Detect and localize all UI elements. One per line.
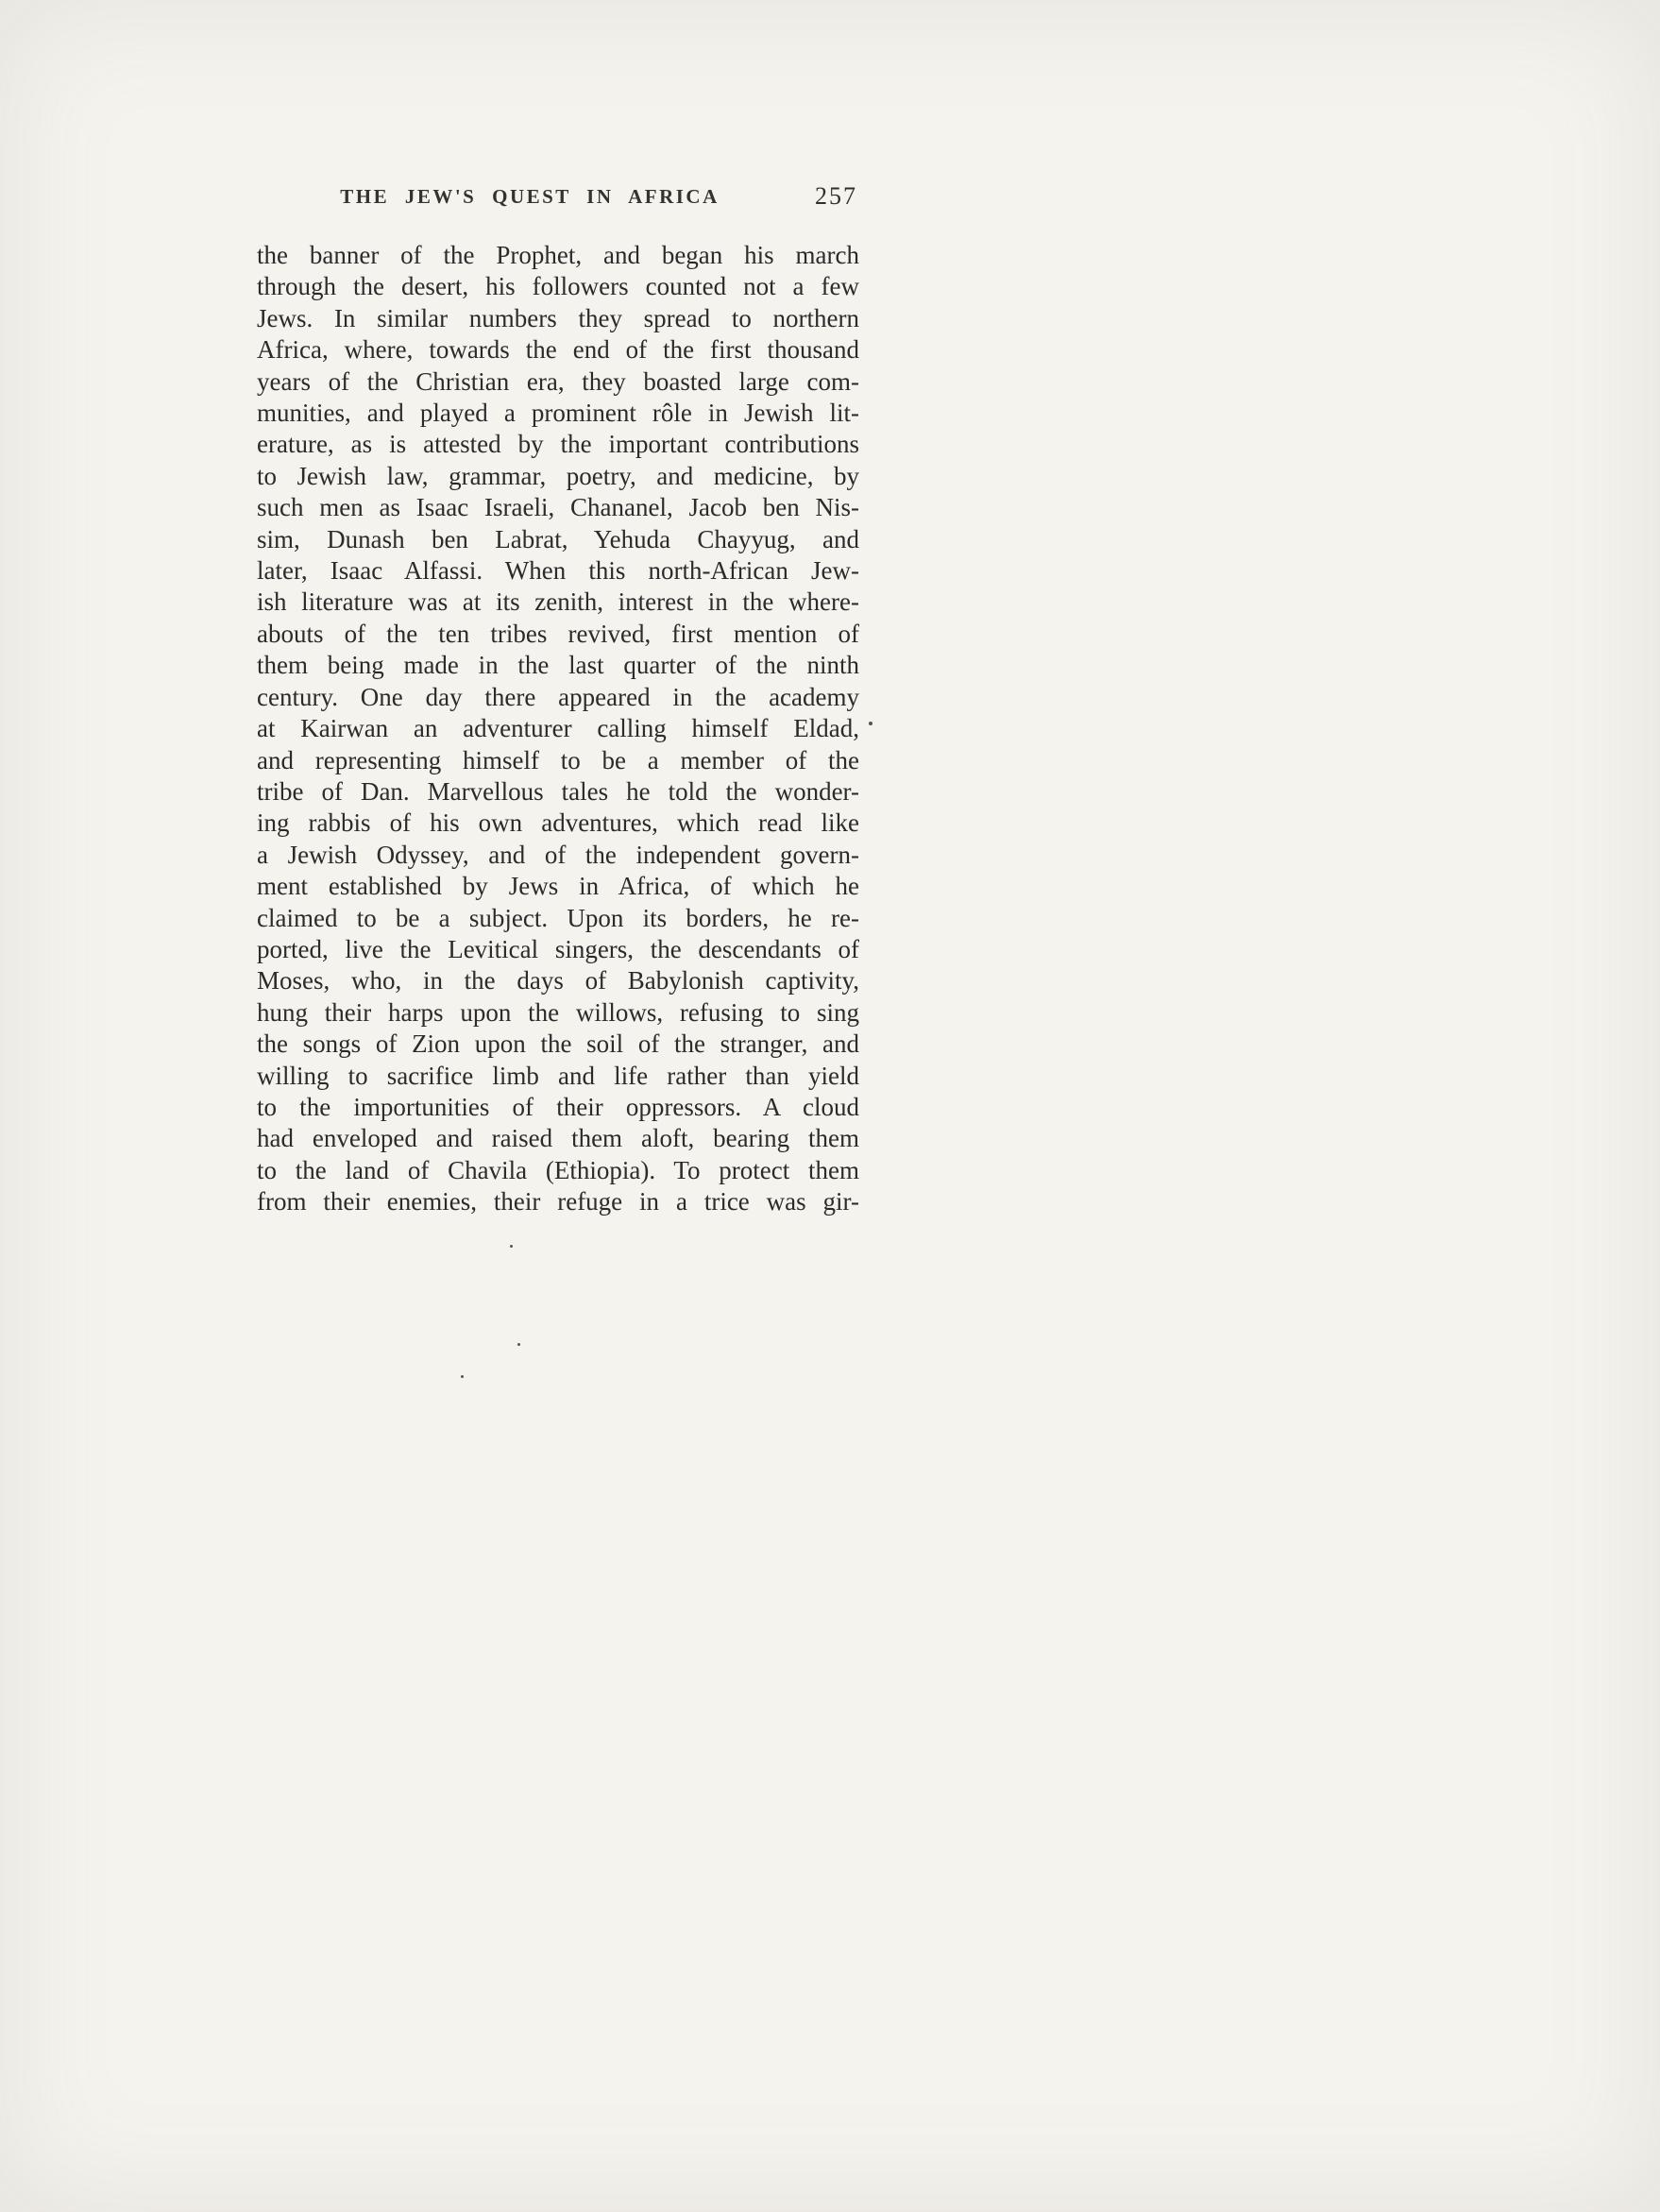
text-line: years of the Christian era, they boasted large com-	[257, 366, 859, 396]
text-line: hung their harps upon the willows, refusing to sing	[257, 997, 859, 1027]
text-line: ing rabbis of his own adventures, which read like	[257, 808, 859, 838]
text-line: at Kairwan an adventurer calling himself Eldad,	[257, 714, 859, 743]
text-line: had enveloped and raised them aloft, bearing them	[257, 1124, 859, 1153]
scan-artifact	[461, 1375, 464, 1378]
text-line: the banner of the Prophet, and began his march	[257, 241, 859, 269]
text-line: to the land of Chavila (Ethiopia). To protect them	[257, 1155, 859, 1184]
text-line: Jews. In similar numbers they spread to northern	[257, 303, 859, 332]
text-line: such men as Isaac Israeli, Chananel, Jacob ben Nis-	[257, 493, 859, 522]
scan-artifact	[869, 722, 872, 725]
text-line: through the desert, his followers counted not a few	[257, 272, 859, 301]
page-number: 257	[815, 182, 857, 210]
text-line: claimed to be a subject. Upon its borders, he re-	[257, 903, 859, 932]
text-line: munities, and played a prominent rôle in Jewish lit-	[257, 399, 859, 428]
text-line: ported, live the Levitical singers, the descendants of	[257, 934, 859, 963]
header-title: THE JEW'S QUEST IN AFRICA	[340, 185, 720, 208]
scan-artifact	[517, 1343, 520, 1346]
text-column	[257, 182, 859, 1218]
text-line: erature, as is attested by the important contributions	[257, 430, 859, 459]
text-line: and representing himself to be a member of the	[257, 745, 859, 774]
text-line: a Jewish Odyssey, and of the independent govern-	[257, 840, 859, 869]
text-line: Africa, where, towards the end of the first thousand	[257, 335, 859, 365]
text-line: ish literature was at its zenith, interest in the where-	[257, 587, 859, 617]
text-line: to Jewish law, grammar, poetry, and medicine, by	[257, 461, 859, 490]
running-header	[257, 182, 859, 217]
scan-artifact	[510, 1245, 513, 1248]
text-line: to the importunities of their oppressors. A cloud	[257, 1092, 859, 1121]
text-line: tribe of Dan. Marvellous tales he told the wonder-	[257, 776, 859, 806]
body-text	[257, 240, 859, 1218]
text-line: later, Isaac Alfassi. When this north-African Jew-	[257, 556, 859, 586]
text-line: abouts of the ten tribes revived, first mention of	[257, 619, 859, 648]
text-line: the songs of Zion upon the soil of the stranger, and	[257, 1029, 859, 1059]
text-line: them being made in the last quarter of the ninth	[257, 651, 859, 680]
text-line: from their enemies, their refuge in a trice was gir-	[257, 1187, 859, 1217]
text-line: Moses, who, in the days of Babylonish captivity,	[257, 966, 859, 995]
text-line: willing to sacrifice limb and life rather than yield	[257, 1061, 859, 1090]
text-line: sim, Dunash ben Labrat, Yehuda Chayyug, and	[257, 524, 859, 553]
text-line: ment established by Jews in Africa, of which he	[257, 872, 859, 901]
text-line: century. One day there appeared in the academy	[257, 682, 859, 711]
